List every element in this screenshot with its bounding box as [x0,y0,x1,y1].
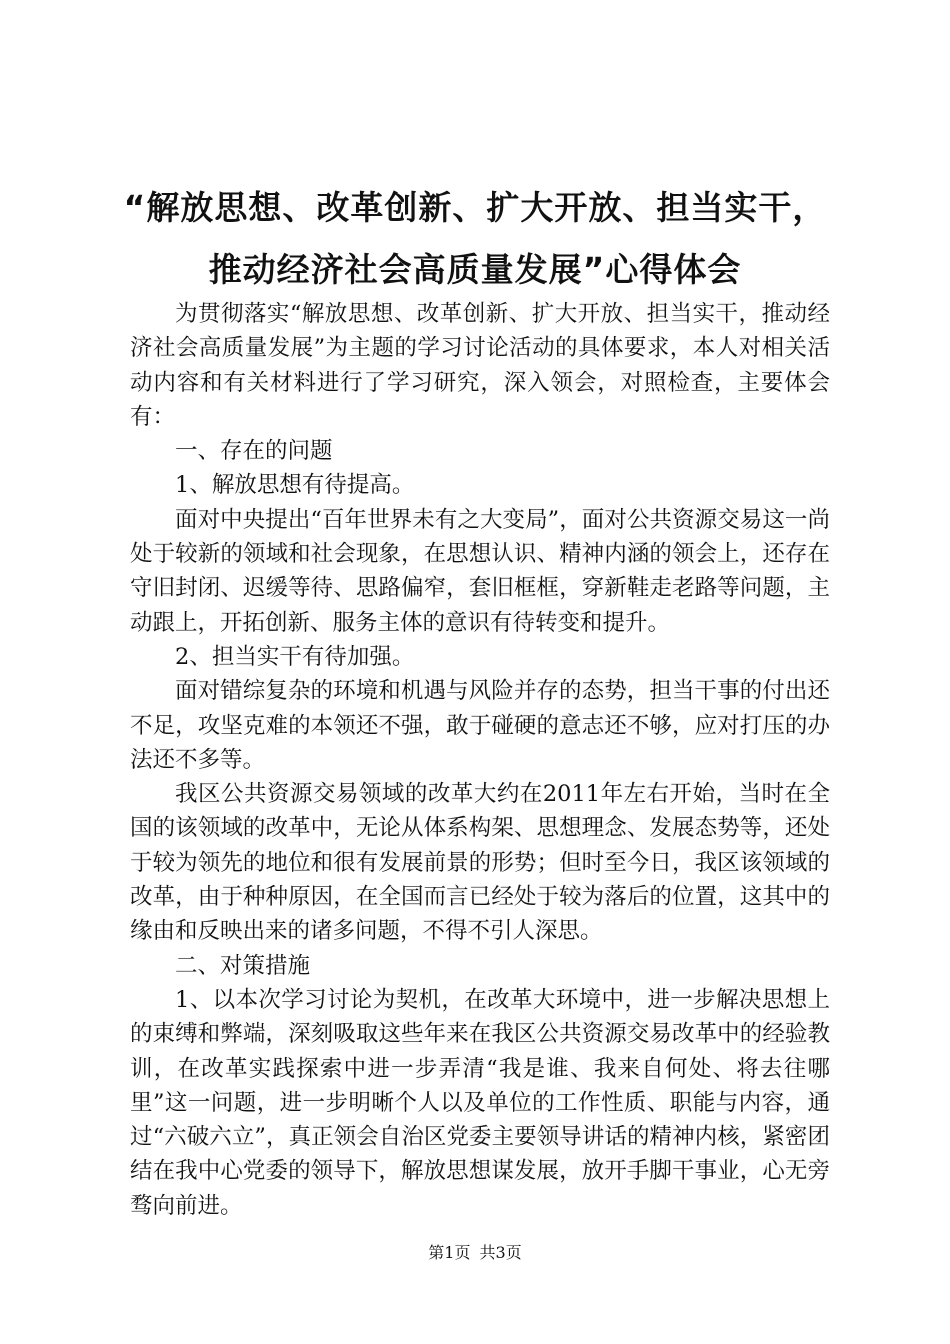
paragraph-reform-history: 我区公共资源交易领域的改革大约在2011年左右开始，当时在全国的该领域的改革中，无论从体系构架、思想理念、发展态势等，还处于较为领先的地位和很有发展前景的形势；但时至今日，我区该领域的改革，由于种种原因，在全国而言已经处于较为落后的位置，这其中的缘由和反映出来的诸多问题，不得不引人深思。 [130,781,830,945]
page-number: 第1页 [428,1243,471,1262]
paragraph-emancipate-mind: 面对中央提出“百年世界未有之大变局”，面对公共资源交易这一尚处于较新的领域和社会现象，在思想认识、精神内涵的领会上，还存在守旧封闭、迟缓等待、思路偏窄，套旧框框，穿新鞋走老路等问题，主动跟上，开拓创新、服务主体的意识有待转变和提升。 [130,506,830,636]
document-body [130,297,830,1223]
document-title-line-1: “解放思想、改革创新、扩大开放、担当实干， [123,188,827,227]
subheading-emancipate-mind: 1、解放思想有待提高。 [175,472,415,499]
page-footer [0,1243,950,1263]
section-heading-problems: 一、存在的问题 [175,438,333,465]
document-title-line-2: 推动经济社会高质量发展”心得体会 [208,250,742,289]
paragraph-intro: 为贯彻落实“解放思想、改革创新、扩大开放、担当实干，推动经济社会高质量发展”为主题的学习讨论活动的具体要求，本人对相关活动内容和有关材料进行了学习研究，深入领会，对照检查，主要体会有： [130,301,830,430]
page-total: 共3页 [479,1243,522,1262]
paragraph-responsibility: 面对错综复杂的环境和机遇与风险并存的态势，担当干事的付出还不足，攻坚克难的本领还不强，敢于碰硬的意志还不够，应对打压的办法还不多等。 [130,678,830,773]
paragraph-measure-1: 1、以本次学习讨论为契机，在改革大环境中，进一步解决思想上的束缚和弊端，深刻吸取这些年来在我区公共资源交易改革中的经验教训，在改革实践探索中进一步弄清“我是谁、我来自何处、将去往哪里”这一问题，进一步明晰个人以及单位的工作性质、职能与内容，通过“六破六立”，真正领会自治区党委主要领导讲话的精神内核，紧密团结在我中心党委的领导下，解放思想谋发展，放开手脚干事业，心无旁骛向前进。 [130,986,830,1219]
subheading-responsibility: 2、担当实干有待加强。 [175,643,415,670]
section-heading-measures: 二、对策措施 [175,952,311,979]
